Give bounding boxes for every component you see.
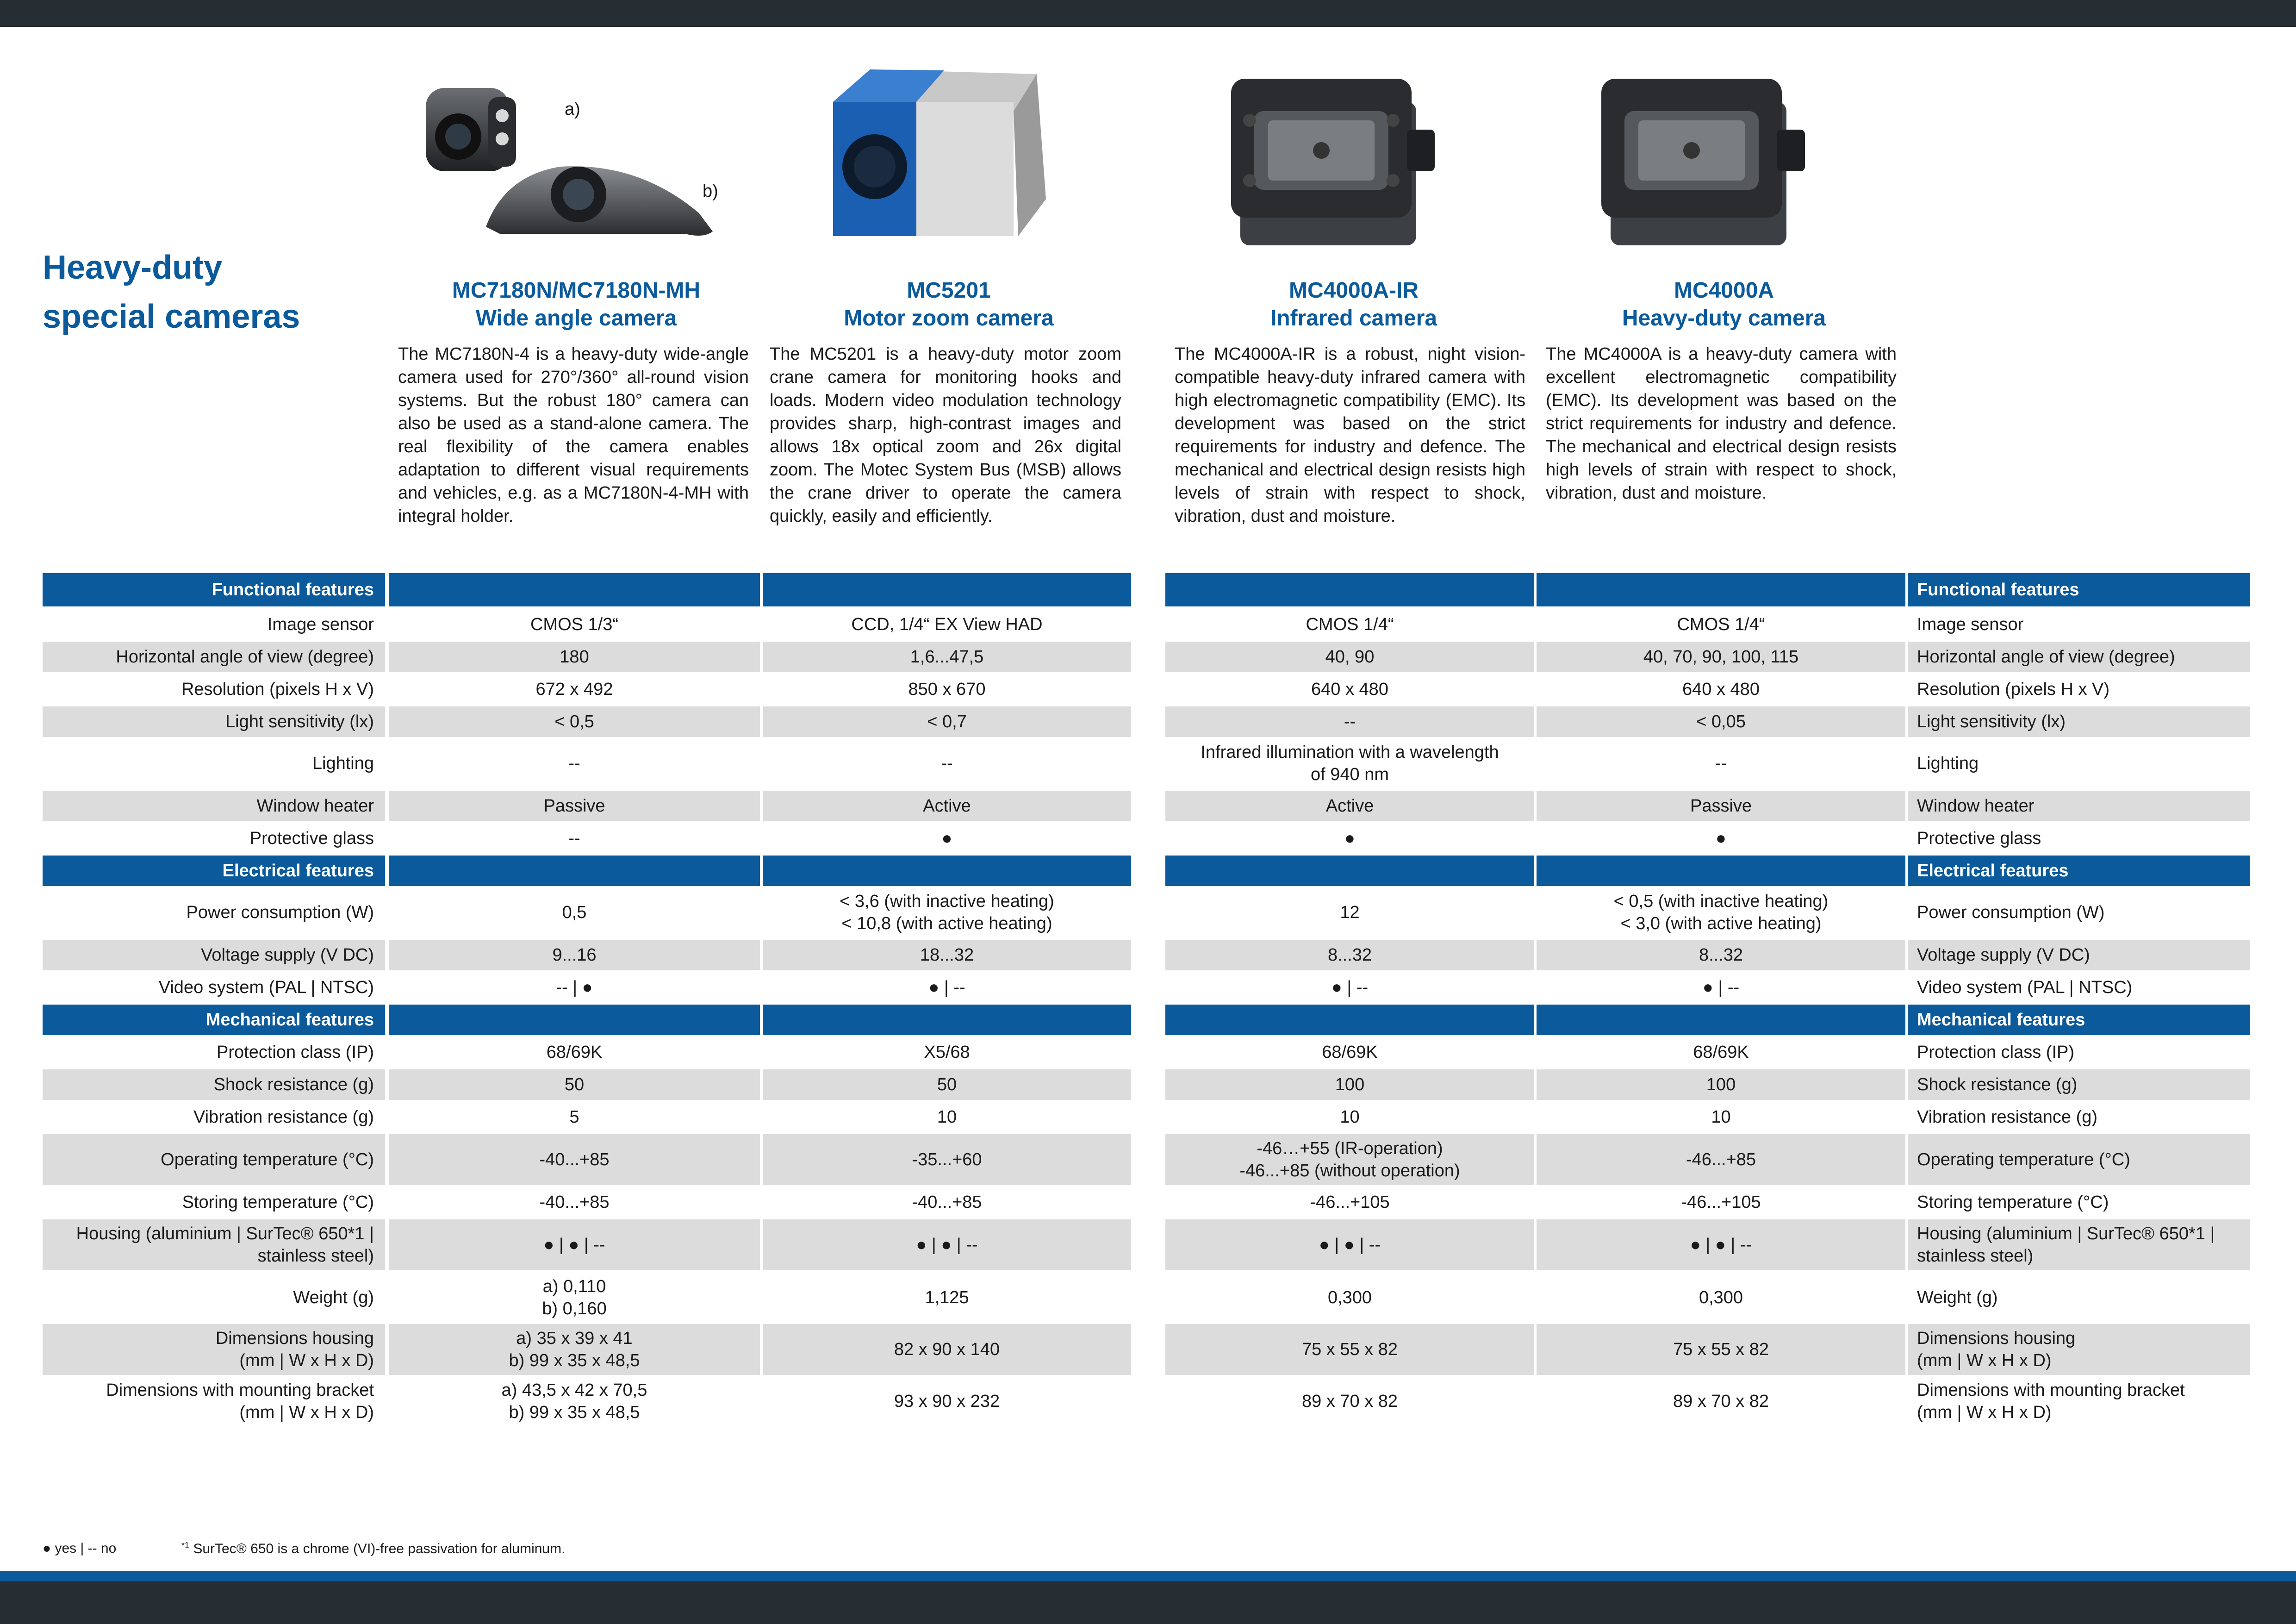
product-title-mc7180n bbox=[396, 277, 757, 332]
spec-row bbox=[0, 1272, 2296, 1323]
product-name: MC4000A bbox=[1674, 278, 1774, 303]
product-name: MC5201 bbox=[907, 278, 991, 303]
spec-value: < 0,5 (with inactive heating) < 3,0 (with active heating) bbox=[1613, 892, 1829, 933]
spec-row bbox=[0, 674, 2296, 705]
spec-label-left: Lighting bbox=[312, 754, 374, 773]
spec-value: ● bbox=[1716, 829, 1726, 848]
spec-value: 640 x 480 bbox=[1682, 680, 1760, 699]
mc4000a-ir-camera-image bbox=[1222, 65, 1449, 250]
page-title-line-1: Heavy-duty bbox=[43, 249, 223, 286]
spec-value: 10 bbox=[1711, 1107, 1731, 1127]
product-name: MC4000A-IR bbox=[1288, 278, 1419, 303]
spec-value: 10 bbox=[1340, 1107, 1360, 1127]
product-name: MC7180N/MC7180N-MH bbox=[452, 278, 701, 303]
spec-label-right: Image sensor bbox=[1917, 615, 2024, 634]
section-header-left: Electrical features bbox=[43, 856, 385, 886]
spec-value: -- | ● bbox=[556, 978, 593, 997]
spec-row bbox=[0, 1037, 2296, 1068]
spec-label-left: Shock resistance (g) bbox=[43, 1069, 385, 1100]
spec-value: 1,6...47,5 bbox=[763, 642, 1131, 672]
top-bar bbox=[0, 0, 2296, 27]
spec-row bbox=[0, 823, 2296, 854]
spec-value: -46...+105 bbox=[1310, 1193, 1390, 1212]
spec-label-right: Protection class (IP) bbox=[1917, 1043, 2074, 1062]
spec-value: -46…+55 (IR-operation) -46...+85 (without operation) bbox=[1165, 1134, 1534, 1185]
section-header-row bbox=[0, 856, 2296, 886]
section-header-left: Mechanical features bbox=[43, 1005, 385, 1035]
section-header-cell bbox=[763, 573, 1131, 606]
section-header-cell bbox=[1537, 1005, 1905, 1035]
spec-value: -40...+85 bbox=[389, 1134, 760, 1185]
section-header-cell bbox=[1165, 856, 1534, 886]
mc5201-camera-image bbox=[833, 60, 1055, 245]
product-description-mc4000a-ir: The MC4000A-IR is a robust, night vision-compatible heavy-duty infrared camera with high electromagnetic compatibility (EMC). Its development was based on the strict requirements for industry and defence. The mechanical and electrical design resists high levels of strain with respect to shock, vibration, dust and moisture. bbox=[1175, 344, 1525, 526]
section-header-right: Electrical features bbox=[1908, 856, 2250, 886]
spec-value: a) 43,5 x 42 x 70,5 b) 99 x 35 x 48,5 bbox=[501, 1380, 647, 1422]
section-header-right: Functional features bbox=[1908, 573, 2250, 606]
spec-label-left: Light sensitivity (lx) bbox=[43, 706, 385, 737]
spec-row bbox=[0, 1324, 2296, 1375]
spec-value: 75 x 55 x 82 bbox=[1165, 1324, 1534, 1375]
spec-value: 82 x 90 x 140 bbox=[763, 1324, 1131, 1375]
bottom-accent-bar bbox=[0, 1571, 2296, 1581]
spec-label-right: Voltage supply (V DC) bbox=[1908, 940, 2250, 970]
spec-value: 12 bbox=[1340, 903, 1360, 922]
section-header-cell bbox=[389, 1005, 760, 1035]
spec-row bbox=[0, 739, 2296, 788]
spec-value: -- bbox=[941, 754, 953, 773]
spec-value: 50 bbox=[389, 1069, 760, 1100]
spec-label-right: Video system (PAL | NTSC) bbox=[1917, 978, 2133, 997]
product-description-mc5201: The MC5201 is a heavy-duty motor zoom crane camera for monitoring hooks and loads. Modern video modulation technology provides sharp, high-contrast images and allows 18x optical zoom and 26x digital zoom. The Motec System Bus (MSB) allows the crane driver to operate the camera quickly, easily and efficiently. bbox=[770, 344, 1121, 526]
spec-value: 0,300 bbox=[1327, 1288, 1372, 1307]
spec-value: 18...32 bbox=[763, 940, 1131, 970]
spec-label-right: Operating temperature (°C) bbox=[1908, 1134, 2250, 1185]
spec-value: -46...+105 bbox=[1681, 1193, 1761, 1212]
spec-value: 68/69K bbox=[1693, 1043, 1749, 1062]
spec-value: ● | -- bbox=[1331, 978, 1369, 997]
spec-value: 672 x 492 bbox=[535, 680, 613, 699]
section-header-cell bbox=[763, 856, 1131, 886]
section-header-cell bbox=[1537, 856, 1905, 886]
spec-value: ● | ● | -- bbox=[1537, 1219, 1905, 1270]
spec-value: Active bbox=[763, 791, 1131, 821]
spec-value: 5 bbox=[569, 1107, 579, 1127]
spec-value: X5/68 bbox=[924, 1043, 970, 1062]
spec-row bbox=[0, 1102, 2296, 1132]
spec-value: a) 35 x 39 x 41 b) 99 x 35 x 48,5 bbox=[389, 1324, 760, 1375]
product-title-mc4000a-ir bbox=[1173, 277, 1534, 332]
spec-value: -40...+85 bbox=[912, 1193, 982, 1212]
spec-label-left: Image sensor bbox=[267, 615, 374, 634]
bottom-bar bbox=[0, 1581, 2296, 1624]
product-subtitle: Infrared camera bbox=[1270, 306, 1437, 331]
spec-value: 0,5 bbox=[562, 903, 587, 922]
spec-value: CMOS 1/3“ bbox=[530, 615, 619, 634]
spec-label-right: Weight (g) bbox=[1917, 1288, 1998, 1307]
spec-value: 8...32 bbox=[1165, 940, 1534, 970]
spec-value: -35...+60 bbox=[763, 1134, 1131, 1185]
spec-value: -40...+85 bbox=[539, 1193, 610, 1212]
spec-row bbox=[0, 1219, 2296, 1270]
spec-value: 10 bbox=[937, 1107, 957, 1127]
footnote-text: SurTec® 650 is a chrome (VI)-free passivation for aluminum. bbox=[193, 1541, 566, 1556]
spec-value: 68/69K bbox=[546, 1043, 603, 1062]
spec-label-left: Video system (PAL | NTSC) bbox=[158, 978, 374, 997]
spec-value: -- bbox=[568, 829, 580, 848]
spec-label-left: Protective glass bbox=[249, 829, 374, 848]
spec-value: CCD, 1/4“ EX View HAD bbox=[851, 615, 1043, 634]
spec-value: 8...32 bbox=[1537, 940, 1905, 970]
footnote bbox=[181, 1541, 565, 1557]
spec-value: ● | -- bbox=[928, 978, 965, 997]
spec-label-left: Resolution (pixels H x V) bbox=[181, 680, 374, 699]
spec-row bbox=[0, 940, 2296, 970]
spec-label-left: Storing temperature (°C) bbox=[182, 1193, 374, 1212]
spec-label-right: Shock resistance (g) bbox=[1908, 1069, 2250, 1100]
spec-value: ● | ● | -- bbox=[763, 1219, 1131, 1270]
spec-value: -- bbox=[1165, 706, 1534, 737]
spec-value: ● | -- bbox=[1702, 978, 1740, 997]
section-header-row bbox=[0, 573, 2296, 606]
spec-label-right: Housing (aluminium | SurTec® 650*1 | stainless steel) bbox=[1908, 1219, 2250, 1270]
spec-label-left: Protection class (IP) bbox=[217, 1043, 374, 1062]
spec-row bbox=[0, 706, 2296, 737]
spec-label-right: Power consumption (W) bbox=[1917, 903, 2105, 922]
spec-label-left: Power consumption (W) bbox=[186, 903, 374, 922]
spec-value: CMOS 1/4“ bbox=[1677, 615, 1765, 634]
image-label-b: b) bbox=[703, 181, 718, 201]
spec-value: 180 bbox=[389, 642, 760, 672]
spec-value: 40, 90 bbox=[1165, 642, 1534, 672]
spec-label-left: Weight (g) bbox=[293, 1288, 374, 1307]
spec-label-right: Window heater bbox=[1908, 791, 2250, 821]
spec-row bbox=[0, 1069, 2296, 1100]
spec-value: ● bbox=[941, 829, 952, 848]
spec-value: 1,125 bbox=[925, 1288, 969, 1307]
spec-value: 89 x 70 x 82 bbox=[1673, 1392, 1769, 1411]
footnote-mark: *1 bbox=[181, 1541, 190, 1550]
spec-row bbox=[0, 1376, 2296, 1427]
product-title-mc5201 bbox=[768, 277, 1129, 332]
spec-row bbox=[0, 609, 2296, 640]
spec-value: 89 x 70 x 82 bbox=[1301, 1392, 1398, 1411]
spec-value: 640 x 480 bbox=[1311, 680, 1388, 699]
spec-label-left: Voltage supply (V DC) bbox=[43, 940, 385, 970]
spec-value: 0,300 bbox=[1699, 1288, 1743, 1307]
spec-label-right: Horizontal angle of view (degree) bbox=[1908, 642, 2250, 672]
spec-value: a) 0,110 b) 0,160 bbox=[542, 1277, 607, 1318]
spec-row bbox=[0, 642, 2296, 672]
spec-value: Passive bbox=[1537, 791, 1905, 821]
section-header-row bbox=[0, 1005, 2296, 1035]
spec-label-right: Storing temperature (°C) bbox=[1917, 1193, 2109, 1212]
spec-label-left: Vibration resistance (g) bbox=[193, 1107, 374, 1127]
product-subtitle: Wide angle camera bbox=[475, 306, 677, 331]
product-subtitle: Motor zoom camera bbox=[844, 306, 1054, 331]
spec-row bbox=[0, 972, 2296, 1003]
spec-label-left: Dimensions with mounting bracket (mm | W x H x D) bbox=[106, 1380, 374, 1422]
image-label-a: a) bbox=[565, 100, 580, 119]
spec-value: -- bbox=[568, 754, 580, 773]
spec-value: Infrared illumination with a wavelength of 940 nm bbox=[1201, 743, 1499, 784]
spec-value: 100 bbox=[1537, 1069, 1905, 1100]
product-title-mc4000a bbox=[1543, 277, 1904, 332]
spec-label-right: Light sensitivity (lx) bbox=[1908, 706, 2250, 737]
spec-label-right: Dimensions housing (mm | W x H x D) bbox=[1908, 1324, 2250, 1375]
spec-value: ● | ● | -- bbox=[389, 1219, 760, 1270]
spec-value: Active bbox=[1165, 791, 1534, 821]
spec-label-right: Protective glass bbox=[1917, 829, 2041, 848]
section-header-right: Mechanical features bbox=[1908, 1005, 2250, 1035]
spec-label-left: Housing (aluminium | SurTec® 650*1 | stainless steel) bbox=[43, 1219, 385, 1270]
spec-value: CMOS 1/4“ bbox=[1306, 615, 1394, 634]
spec-value: ● bbox=[1344, 829, 1355, 848]
spec-label-right: Lighting bbox=[1917, 754, 1979, 773]
spec-value: < 3,6 (with inactive heating) < 10,8 (with active heating) bbox=[840, 892, 1054, 933]
spec-label-left: Window heater bbox=[43, 791, 385, 821]
section-header-cell bbox=[389, 573, 760, 606]
spec-value: 68/69K bbox=[1322, 1043, 1378, 1062]
page-title-line-2: special cameras bbox=[43, 298, 300, 335]
section-header-cell bbox=[1165, 573, 1534, 606]
spec-row bbox=[0, 1187, 2296, 1218]
product-description-mc7180n: The MC7180N-4 is a heavy-duty wide-angle camera used for 270°/360° all-round vision systems. But the robust 180° camera can also be used as a stand-alone camera. The real flexibility of the camera enables adaptation to different visual requirements and vehicles, e.g. as a MC7180N-4-MH with integral holder. bbox=[398, 344, 749, 526]
spec-value: ● | ● | -- bbox=[1165, 1219, 1534, 1270]
spec-row bbox=[0, 1134, 2296, 1185]
spec-row bbox=[0, 888, 2296, 937]
spec-label-right: Vibration resistance (g) bbox=[1917, 1107, 2098, 1127]
spec-label-right: Resolution (pixels H x V) bbox=[1917, 680, 2110, 699]
spec-value: 40, 70, 90, 100, 115 bbox=[1537, 642, 1905, 672]
spec-label-left: Operating temperature (°C) bbox=[43, 1134, 385, 1185]
section-header-cell bbox=[1165, 1005, 1534, 1035]
spec-label-left: Dimensions housing (mm | W x H x D) bbox=[43, 1324, 385, 1375]
section-header-cell bbox=[389, 856, 760, 886]
mc4000a-camera-image bbox=[1592, 65, 1819, 250]
spec-value: Passive bbox=[389, 791, 760, 821]
product-description-mc4000a: The MC4000A is a heavy-duty camera with excellent electromagnetic compatibility (EMC). Its development was based on the strict requirements for industry and defence. The mechanical and electrical design resists high levels of strain with respect to shock, vibration, dust and moisture. bbox=[1546, 344, 1897, 503]
product-subtitle: Heavy-duty camera bbox=[1622, 306, 1826, 331]
spec-label-right: Dimensions with mounting bracket (mm | W x H x D) bbox=[1917, 1380, 2185, 1422]
spec-value: 100 bbox=[1165, 1069, 1534, 1100]
spec-value: 50 bbox=[763, 1069, 1131, 1100]
page-title bbox=[43, 243, 367, 341]
spec-value: 93 x 90 x 232 bbox=[894, 1392, 1000, 1411]
spec-value: < 0,5 bbox=[389, 706, 760, 737]
legend: ● yes | -- no bbox=[43, 1541, 117, 1556]
spec-value: < 0,05 bbox=[1537, 706, 1905, 737]
spec-value: -46...+85 bbox=[1537, 1134, 1905, 1185]
spec-value: < 0,7 bbox=[763, 706, 1131, 737]
spec-value: 850 x 670 bbox=[908, 680, 986, 699]
spec-row bbox=[0, 791, 2296, 821]
section-header-cell bbox=[763, 1005, 1131, 1035]
spec-value: 9...16 bbox=[389, 940, 760, 970]
spec-value: 75 x 55 x 82 bbox=[1537, 1324, 1905, 1375]
section-header-left: Functional features bbox=[43, 573, 385, 606]
section-header-cell bbox=[1537, 573, 1905, 606]
spec-value: -- bbox=[1715, 754, 1727, 773]
spec-label-left: Horizontal angle of view (degree) bbox=[43, 642, 385, 672]
